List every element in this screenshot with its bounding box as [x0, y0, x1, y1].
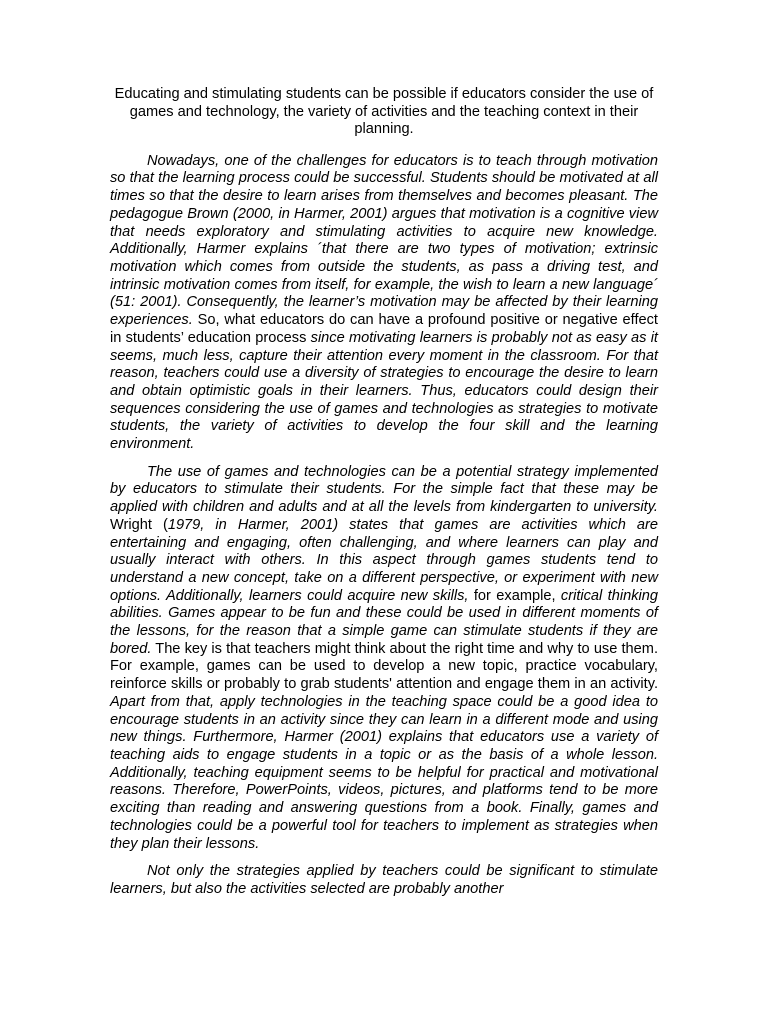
- paragraph-text: The key is that teachers might think about the right time and why to use them. For example, games can be used to develop a new topic, practice vocabulary, reinforce skills or probably to grab students' attention and engage them in an activity.: [110, 640, 658, 693]
- paragraph-text: So, what educators do can have a profound positive or negative effect in students’ education process: [110, 312, 658, 346]
- paragraph-text: Wright (: [110, 516, 168, 533]
- paragraph-text: for example,: [468, 587, 561, 604]
- paragraph-text: Apart from that, apply technologies in the teaching space could be a good idea to encourage students in an activity since they can learn in a different mode and using new things. Furthermore, Harmer (2001) explains that educators use a variety of teaching aids to engage students in a topic or as the basis of a whole lesson. Additionally, teaching equipment seems to be helpful for practical and motivational reasons. Therefore, PowerPoints, videos, pictures, and platforms tend to be more exciting than reading and answering questions from a book. Finally, games and technologies could be a powerful tool for teachers to implement as strategies when they plan their lessons.: [110, 693, 658, 852]
- paragraph-text: since motivating learners is probably not as easy as it seems, much less, capture their attention every moment in the classroom. For that reason, teachers could use a diversity of strategies to encourage the desire to learn and obtain optimistic goals in their learners. Thus, educators could design their sequences considering the use of games and technologies as strategies to motivate students, the variety of activities to develop the four skill and the learning environment.: [110, 329, 658, 453]
- paragraph-text: Not only the strategies applied by teachers could be significant to stimulate learners, but also the activities selected are probably another: [110, 863, 658, 897]
- paragraph-text: critical thinking abilities. Games appear to be fun and these could be used in different moments of the lessons, for the reason that a simple game can stimulate students if they are bored.: [110, 587, 658, 657]
- paragraph-motivation: [110, 153, 658, 454]
- document-title: Educating and stimulating students can be possible if educators consider the use of games and technology, the variety of activities and the teaching context in their planning.: [114, 86, 654, 138]
- paragraph-text: Nowadays, one of the challenges for educators is to teach through motivation so that the learning process could be successful. Students should be motivated at all times so that the desire to learn arises from themselves and becomes pleasant. The pedagogue Brown (2000, in Harmer, 2001) argues that motivation is a cognitive view that needs exploratory and stimulating activities to acquire new knowledge. Additionally, Harmer explains ´that there are two types of motivation; extrinsic motivation which comes from outside the students, as pass a driving test, and intrinsic motivation comes from itself, for example, the wish to learn a new language´ (51: 2001). Consequently, the learner’s motivation may be affected by their learning experiences.: [110, 152, 658, 329]
- paragraph-games-technologies: [110, 464, 658, 853]
- paragraph-text: 1979, in Harmer, 2001) states that games are activities which are entertaining and engaging, often challenging, and where learners can play and usually interact with others. In this aspect through games students tend to understand a new concept, take on a different perspective, or experiment with new options. Additionally, learners could acquire new skills,: [110, 516, 658, 604]
- document-page: [110, 86, 658, 909]
- paragraph-text: The use of games and technologies can be a potential strategy implemented by educators to stimulate their students. For the simple fact that these may be applied with children and adults and at all the levels from kindergarten to university.: [110, 463, 658, 516]
- paragraph-activities: [110, 863, 658, 898]
